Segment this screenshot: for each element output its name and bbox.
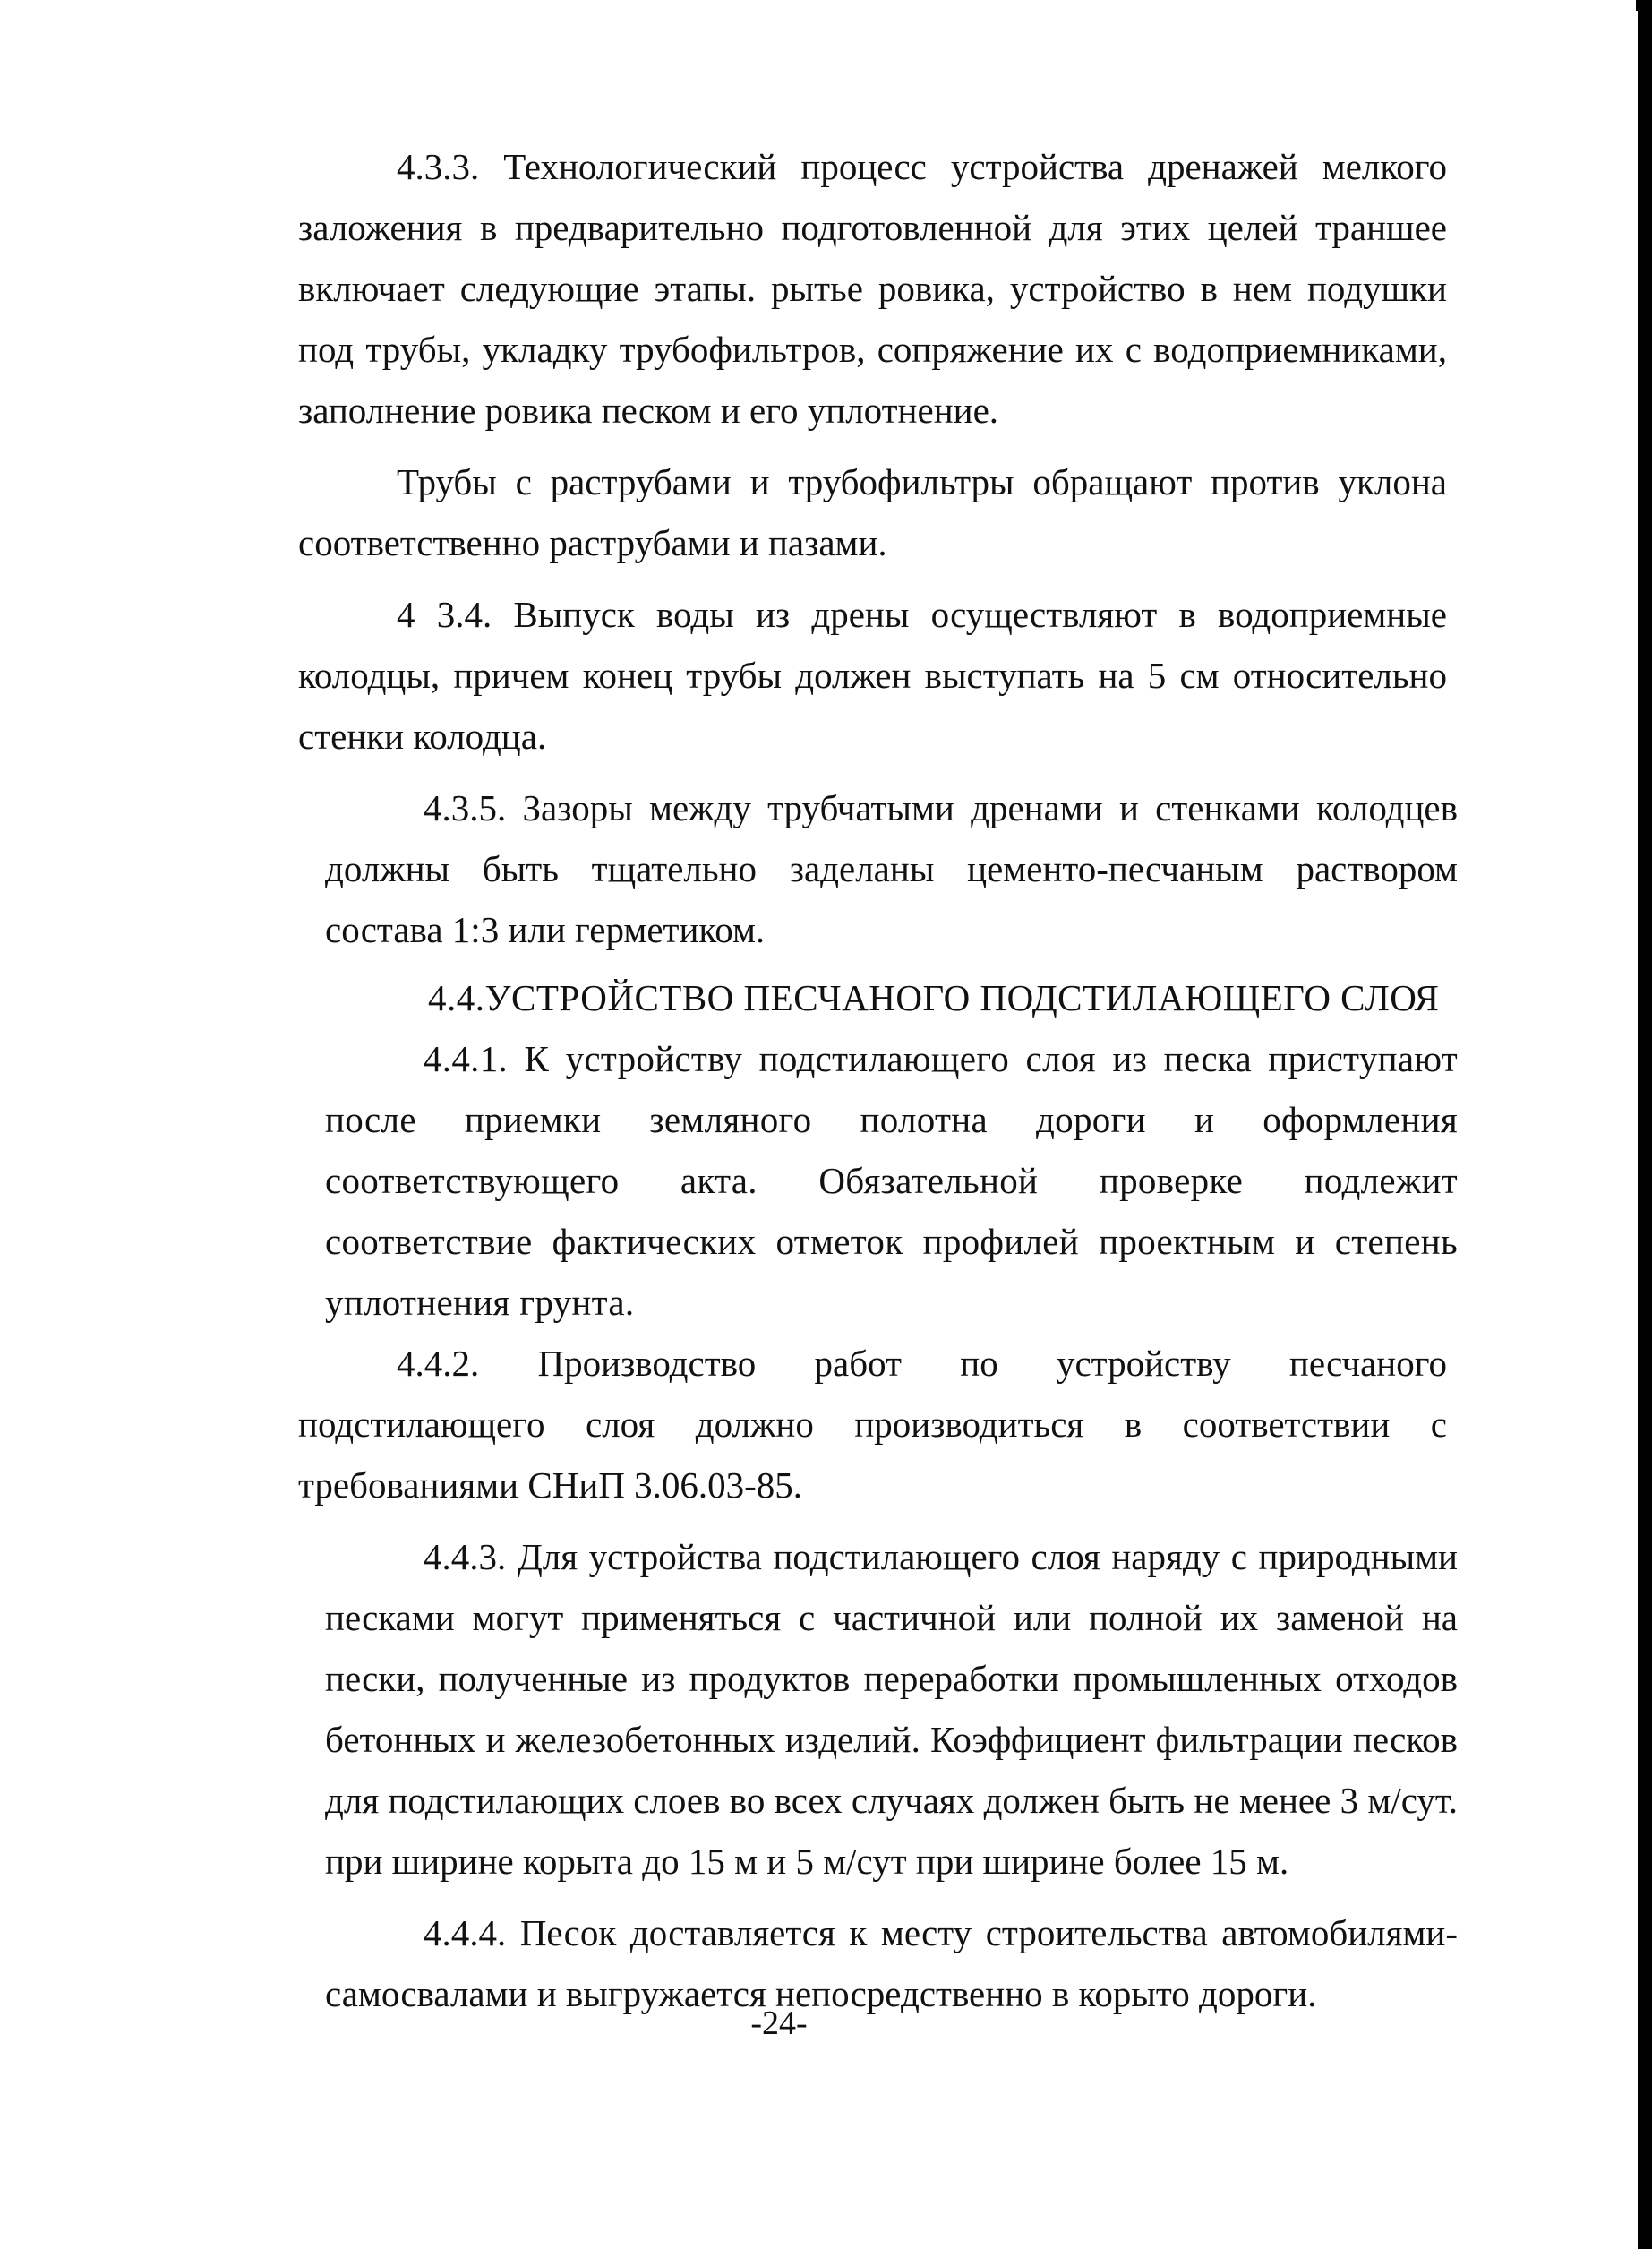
paragraph-4-4-4: 4.4.4. Песок доставляется к месту строительства автомобилями-самосвалами и выгружается непосредственно в корыто дороги.	[325, 1912, 1458, 2014]
page-number: -24-	[750, 2004, 808, 2042]
section-heading: 4.4.УСТРОЙСТВО ПЕСЧАНОГО ПОДСТИЛАЮЩЕГО СЛОЯ	[428, 977, 1440, 1018]
document-body	[298, 136, 1458, 2024]
paragraph-4-3-4: 4 3.4. Выпуск воды из дрены осуществляют в водоприемные колодцы, причем конец трубы должен выступать на 5 см относительно стенки колодца.	[298, 594, 1447, 757]
paragraph-4-3-5: 4.3.5. Зазоры между трубчатыми дренами и стенками колодцев должны быть тщательно заделаны цементо-песчаным раствором состава 1:3 или герметиком.	[325, 787, 1458, 950]
paragraph-4-3-3: 4.3.3. Технологический процесс устройства дренажей мелкого заложения в предварительно подготовленной для этих целей траншее включает следующие этапы. рытье ровика, устройство в нем подушки под трубы, укладку трубофильтров, сопряжение их с водоприемниками, заполнение ровика песком и его уплотнение.	[298, 146, 1447, 431]
paragraph-4-4-1: 4.4.1. К устройству подстилающего слоя из песка приступают после приемки земляного полотна дороги и оформления соответствующего акта. Обязательной проверке подлежит соответствие фактических отметок профилей проектным и степень уплотнения грунта.	[325, 1038, 1458, 1323]
paragraph-pipes: Трубы с раструбами и трубофильтры обращают против уклона соответственно раструбами и пазами.	[298, 461, 1447, 563]
scan-edge-right	[1638, 0, 1652, 2249]
paragraph-4-4-3: 4.4.3. Для устройства подстилающего слоя наряду с природными песками могут применяться с частичной или полной их заменой на пески, полученные из продуктов переработки промышленных отходов бетонных и железобетонных изделий. Коэффициент фильтрации песков для подстилающих слоев во всех случаях должен быть не менее 3 м/сут. при ширине корыта до 15 м и 5 м/сут при ширине более 15 м.	[325, 1536, 1458, 1882]
paragraph-4-4-2: 4.4.2. Производство работ по устройству песчаного подстилающего слоя должно производиться в соответствии с требованиями СНиП 3.06.03-85.	[298, 1343, 1447, 1506]
scan-edge-top	[1636, 0, 1652, 11]
